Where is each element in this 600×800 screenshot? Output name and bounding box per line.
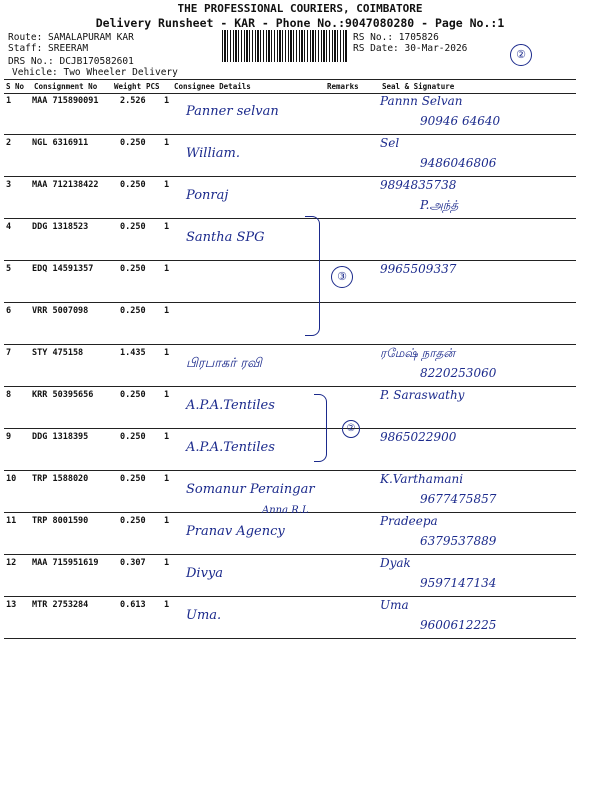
group-count-mark-4-6: ③ (331, 266, 353, 288)
col-consignment: Consignment No (34, 82, 98, 91)
row-sno: 2 (6, 138, 12, 148)
row-weight: 0.250 (120, 432, 146, 442)
row-signature-line2: 9677475857 (420, 492, 497, 506)
row-signature-line2: 9597147134 (420, 576, 497, 590)
group-count-mark-8-9: ② (342, 420, 360, 438)
company-title: THE PROFESSIONAL COURIERS, COIMBATORE (177, 2, 423, 15)
row-consignment-no: DDG 1318523 (32, 222, 89, 232)
row-sno: 5 (6, 264, 12, 274)
row-consignment-no: TRP 8001590 (32, 516, 89, 526)
col-remarks: Remarks (327, 82, 359, 91)
row-signature-line1: ரமேஷ் நாதன் (380, 346, 456, 360)
row-signature-line1: Pannn Selvan (380, 94, 463, 108)
row-signature-line1: Uma (380, 598, 409, 612)
row-sno: 13 (6, 600, 17, 610)
row-divider (4, 596, 576, 597)
bracket-rows-4-6 (305, 216, 320, 336)
bracket-rows-8-9 (314, 394, 327, 462)
row-consignment-no: DDG 1318395 (32, 432, 89, 442)
row-consignee-handwritten: William. (186, 146, 240, 161)
row-sno: 4 (6, 222, 12, 232)
row-sno: 8 (6, 390, 12, 400)
row-consignee-handwritten: பிரபாகர் ரவி (186, 356, 262, 371)
col-consignee: Consignee Details (174, 82, 251, 91)
row-divider (4, 428, 576, 429)
row-consignment-no: MAA 712138422 (32, 180, 99, 190)
row-consignment-no: STY 475158 (32, 348, 84, 358)
row-divider (4, 218, 576, 219)
row-signature-line1: 9894835738 (380, 178, 457, 192)
row-pcs: 1 (164, 264, 170, 274)
row-signature-line1: K.Varthamani (380, 472, 464, 486)
row-divider (4, 260, 576, 261)
row-sno: 11 (6, 516, 17, 526)
col-sno: S No (6, 82, 25, 91)
row-signature-line1: 9865022900 (380, 430, 457, 444)
col-weight: Weight (114, 82, 142, 91)
row-divider (4, 134, 576, 135)
row-pcs: 1 (164, 180, 170, 190)
col-seal-signature: Seal & Signature (382, 82, 455, 91)
row-consignee-handwritten: Somanur Peraingar (186, 482, 315, 497)
rs-number: RS No.: 1705826 (353, 32, 439, 43)
drs-number: DRS No.: DCJB170582601 (8, 56, 134, 67)
row-divider (4, 344, 576, 345)
row-divider (4, 302, 576, 303)
staff-label: Staff: SREERAM (8, 43, 89, 54)
row-weight: 0.307 (120, 558, 146, 568)
row-consignee-handwritten: Santha SPG (186, 230, 265, 245)
route-label: Route: SAMALAPURAM KAR (8, 32, 134, 43)
row-sno: 6 (6, 306, 12, 316)
row-weight: 0.250 (120, 474, 146, 484)
row-consignee-handwritten: Panner selvan (186, 104, 279, 119)
row-divider (4, 638, 576, 639)
row-divider (4, 176, 576, 177)
row-pcs: 1 (164, 558, 170, 568)
header-top-rule (4, 79, 576, 80)
row-weight: 0.250 (120, 180, 146, 190)
row-divider (4, 470, 576, 471)
barcode-image (222, 30, 348, 62)
row-divider (4, 386, 576, 387)
rs-date: RS Date: 30-Mar-2026 (353, 43, 468, 54)
row-consignee-handwritten: Ponraj (186, 188, 229, 203)
row-consignment-no: VRR 5007098 (32, 306, 89, 316)
row-consignment-no: TRP 1588020 (32, 474, 89, 484)
row-weight: 0.250 (120, 138, 146, 148)
row-sno: 1 (6, 96, 12, 106)
row-signature-line2: 90946 64640 (420, 114, 501, 128)
row10-extra-note: Anna R.L (262, 505, 309, 516)
col-pcs: PCS (146, 82, 160, 91)
row-sno: 9 (6, 432, 12, 442)
row-pcs: 1 (164, 222, 170, 232)
row-signature-line1: Pradeepa (380, 514, 438, 528)
row-weight: 0.613 (120, 600, 146, 610)
row-signature-line1: Dyak (380, 556, 411, 570)
row-pcs: 1 (164, 96, 170, 106)
header-bottom-rule (4, 93, 576, 94)
row-pcs: 1 (164, 516, 170, 526)
row-signature-line2: 9600612225 (420, 618, 497, 632)
row-consignment-no: MAA 715951619 (32, 558, 99, 568)
row-sno: 12 (6, 558, 17, 568)
row-signature-line2: 6379537889 (420, 534, 497, 548)
row-consignment-no: MTR 2753284 (32, 600, 89, 610)
row-pcs: 1 (164, 390, 170, 400)
row-sno: 3 (6, 180, 12, 190)
row-consignee-handwritten: A.P.A.Tentiles (186, 398, 275, 413)
row-weight: 0.250 (120, 516, 146, 526)
row-pcs: 1 (164, 432, 170, 442)
row-signature-line2: P.அந்த் (420, 198, 459, 212)
row-pcs: 1 (164, 348, 170, 358)
runsheet-subtitle: Delivery Runsheet - KAR - Phone No.:9047080280 - Page No.:1 (95, 16, 505, 30)
row-signature-line1: P. Saraswathy (380, 388, 465, 402)
vehicle-label: Vehicle: Two Wheeler Delivery (12, 67, 178, 78)
row-weight: 0.250 (120, 264, 146, 274)
row-sno: 7 (6, 348, 12, 358)
row-signature-line1: Sel (380, 136, 400, 150)
row-consignment-no: MAA 715890091 (32, 96, 99, 106)
row-divider (4, 554, 576, 555)
row-pcs: 1 (164, 306, 170, 316)
row-consignment-no: NGL 6316911 (32, 138, 89, 148)
row-consignee-handwritten: Divya (186, 566, 224, 581)
row-consignment-no: KRR 50395656 (32, 390, 94, 400)
row-pcs: 1 (164, 600, 170, 610)
row-weight: 2.526 (120, 96, 146, 106)
row-sno: 10 (6, 474, 17, 484)
row-signature-line1: 9965509337 (380, 262, 457, 276)
row-weight: 0.250 (120, 306, 146, 316)
row-consignee-handwritten: Uma. (186, 608, 222, 623)
row-pcs: 1 (164, 138, 170, 148)
row-weight: 1.435 (120, 348, 146, 358)
row-weight: 0.250 (120, 222, 146, 232)
row-signature-line2: 8220253060 (420, 366, 497, 380)
row-signature-line2: 9486046806 (420, 156, 497, 170)
row-weight: 0.250 (120, 390, 146, 400)
row-consignee-handwritten: A.P.A.Tentiles (186, 440, 275, 455)
row-pcs: 1 (164, 474, 170, 484)
circled-page-mark: ② (510, 44, 532, 66)
row-consignment-no: EDQ 14591357 (32, 264, 94, 274)
row-consignee-handwritten: Pranav Agency (186, 524, 285, 539)
